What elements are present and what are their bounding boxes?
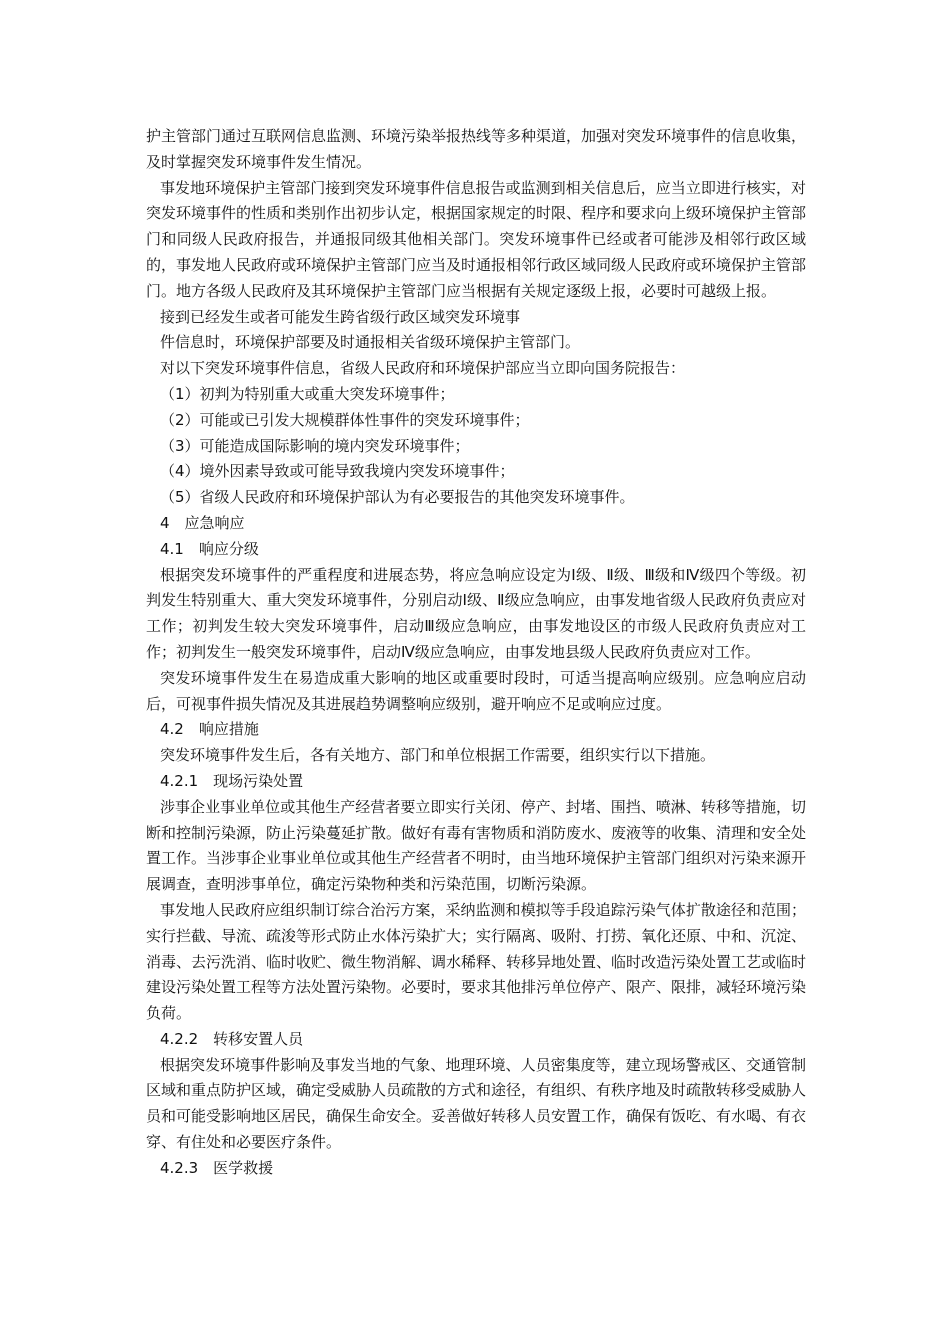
paragraph-pollution-source-control: 涉事企业事业单位或其他生产经营者要立即实行关闭、停产、封堵、围挡、喷淋、转移等措施，切断和控制污染源，防止污染蔓延扩散。做好有毒有害物质和消防废水、废液等的收集、清理和安全处置工作。当涉事企业事业单位或其他生产经营者不明时，由当地环境保护主管部门组织对污染来源开展调查，查明涉事单位，确定污染物种类和污染范围，切断污染源。: [146, 797, 807, 894]
document-body: [146, 124, 806, 1182]
section-heading-4: 4 应急响应: [160, 513, 245, 532]
paragraph-cross-province-part2: 件信息时，环境保护部要及时通报相关省级环境保护主管部门。: [160, 333, 581, 352]
list-item: （1）初判为特别重大或重大突发环境事件；: [160, 384, 455, 403]
paragraph-pollution-treatment-plan: 事发地人民政府应组织制订综合治污方案，采纳监测和模拟等手段追踪污染气体扩散途径和范围；实行拦截、导流、疏浚等形式防止水体污染扩大；实行隔离、吸附、打捞、氧化还原、中和、沉淀、消毒、去污洗消、临时收贮、微生物消解、调水稀释、转移异地处置、临时改造污染处置工艺或临时建设污染处置工程等方法处置污染物。必要时，要求其他排污单位停产、限产、限排，减轻环境污染负荷。: [146, 900, 807, 1023]
list-item: （2）可能或已引发大规模群体性事件的突发环境事件；: [160, 410, 530, 429]
paragraph-response-adjust: 突发环境事件发生在易造成重大影响的地区或重要时段时，可适当提高响应级别。应急响应启动后，可视事件损失情况及其进展趋势调整响应级别，避开响应不足或响应过度。: [146, 668, 806, 713]
list-item: （5）省级人民政府和环境保护部认为有必要报告的其他突发环境事件。: [160, 488, 635, 507]
paragraph-evacuation: 根据突发环境事件影响及事发当地的气象、地理环境、人员密集度等，建立现场警戒区、交通管制区域和重点防护区域，确定受威胁人员疏散的方式和途径，有组织、有秩序地及时疏散转移受威胁人员和可能受影响地区居民，确保生命安全。妥善做好转移人员安置工作，确保有饭吃、有水喝、有衣穿、有住处和必要医疗条件。: [146, 1055, 807, 1152]
section-heading-4-2-2: 4.2.2 转移安置人员: [160, 1029, 304, 1048]
section-heading-4-2: 4.2 响应措施: [160, 720, 259, 739]
paragraph-cross-province-part1: 接到已经发生或者可能发生跨省级行政区域突发环境事: [160, 307, 521, 326]
section-heading-4-1: 4.1 响应分级: [160, 539, 259, 558]
paragraph-report-to-state-council: 对以下突发环境事件信息，省级人民政府和环境保护部应当立即向国务院报告：: [160, 359, 686, 378]
paragraph-response-measures: 突发环境事件发生后，各有关地方、部门和单位根据工作需要，组织实行以下措施。: [160, 746, 716, 765]
list-item: （3）可能造成国际影响的境内突发环境事件；: [160, 436, 470, 455]
paragraph-response-levels: 根据突发环境事件的严重程度和进展态势，将应急响应设定为Ⅰ级、Ⅱ级、Ⅲ级和Ⅳ级四个等级。初判发生特别重大、重大突发环境事件，分别启动Ⅰ级、Ⅱ级应急响应，由事发地省级人民政府负责应对工作；初判发生较大突发环境事件，启动Ⅲ级应急响应，由事发地设区的市级人民政府负责应对工作；初判发生一般突发环境事件，启动Ⅳ级应急响应，由事发地县级人民政府负责应对工作。: [146, 565, 806, 661]
section-heading-4-2-1: 4.2.1 现场污染处置: [160, 771, 304, 790]
paragraph-info-report: 事发地环境保护主管部门接到突发环境事件信息报告或监测到相关信息后，应当立即进行核实，对突发环境事件的性质和类别作出初步认定，根据国家规定的时限、程序和要求向上级环境保护主管部门和同级人民政府报告，并通报同级其他相关部门。突发环境事件已经或者可能涉及相邻行政区域的，事发地人民政府或环境保护主管部门应当及时通报相邻行政区域同级人民政府或环境保护主管部门。地方各级人民政府及其环境保护主管部门应当根据有关规定逐级上报，必要时可越级上报。: [146, 178, 807, 300]
list-item: （4）境外因素导致或可能导致我境内突发环境事件；: [160, 462, 515, 481]
paragraph-info-collection: 护主管部门通过互联网信息监测、环境污染举报热线等多种渠道，加强对突发环境事件的信息收集，及时掌握突发环境事件发生情况。: [146, 127, 807, 171]
section-heading-4-2-3: 4.2.3 医学救援: [160, 1158, 274, 1177]
